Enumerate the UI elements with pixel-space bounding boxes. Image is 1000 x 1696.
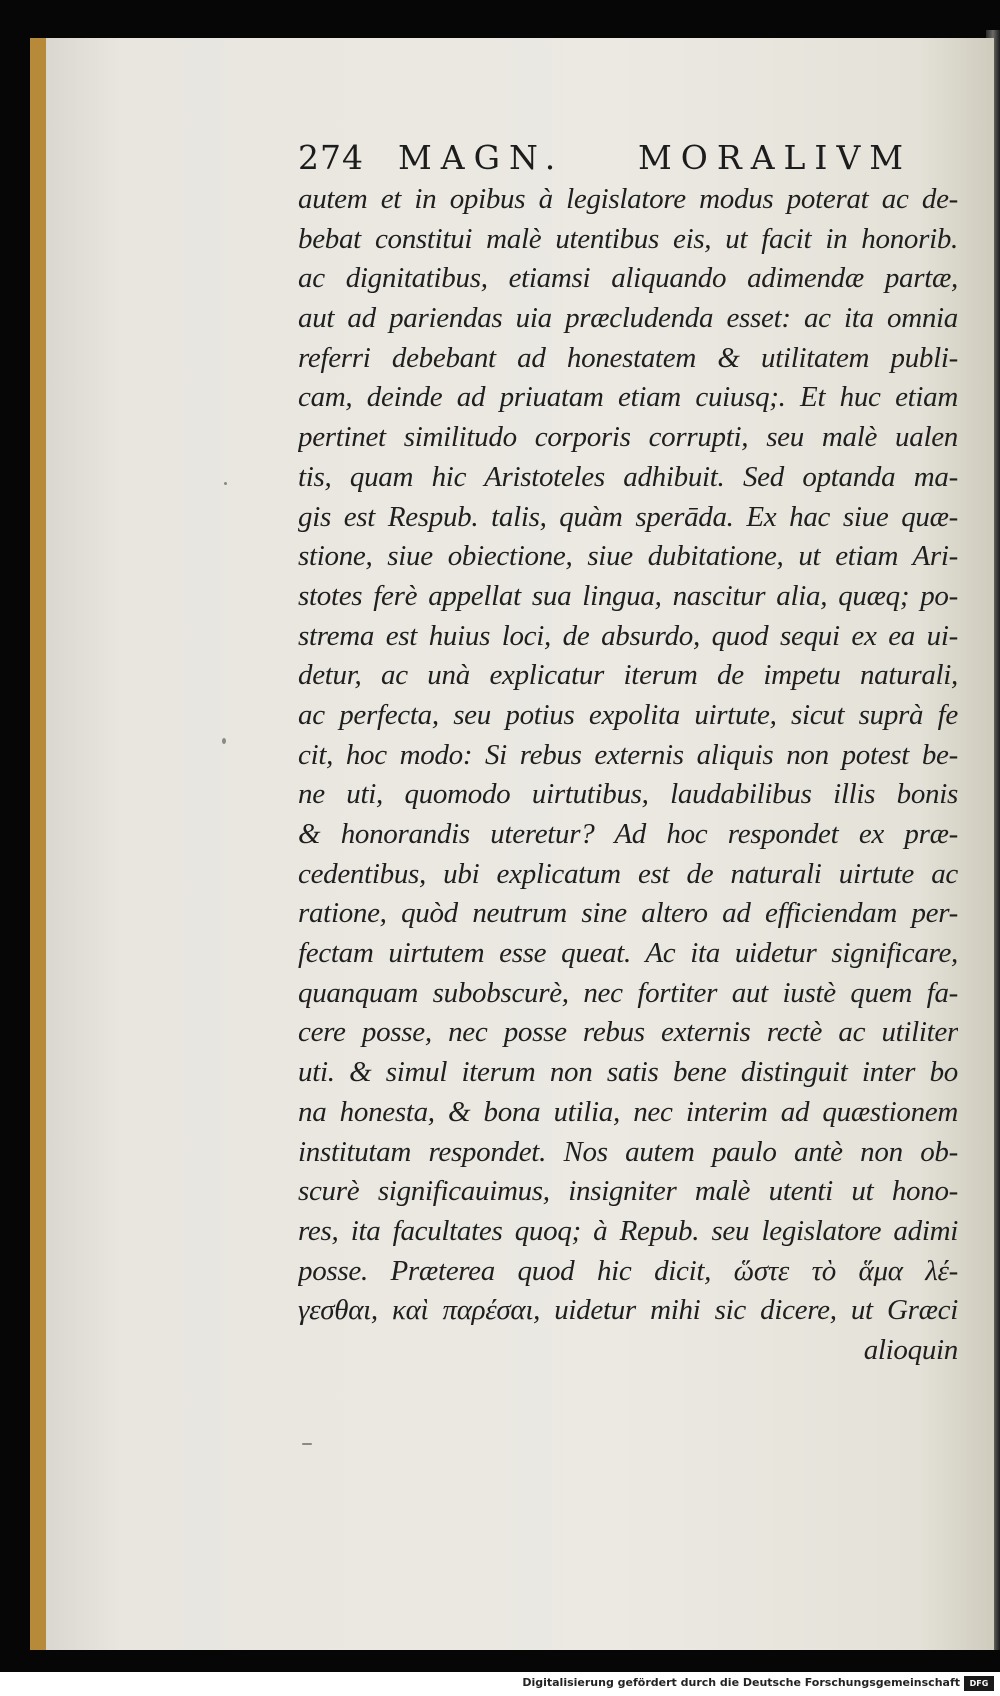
text-line: cere posse, nec posse rebus externis rectè ac utiliter bbox=[298, 1016, 958, 1049]
text-line: aut ad pariendas uia præcludenda esset: ac ita omnia bbox=[298, 302, 958, 335]
text-line: posse. Præterea quod hic dicit, ὥστε τὸ ἅμα λέ- bbox=[298, 1254, 958, 1287]
text-line: institutam respondet. Nos autem paulo antè non ob- bbox=[298, 1135, 958, 1168]
text-line: stione, siue obiectione, siue dubitatione, ut etiam Ari- bbox=[298, 540, 958, 573]
text-line: fectam uirtutem esse queat. Ac ita uidetur significare, bbox=[298, 937, 958, 970]
text-line: bebat constitui malè utentibus eis, ut facit in honorib. bbox=[298, 222, 958, 255]
paper-speck bbox=[222, 738, 226, 744]
footer-bar bbox=[0, 1672, 1000, 1696]
running-head bbox=[298, 138, 958, 184]
paper-speck bbox=[224, 482, 227, 485]
text-line: cedentibus, ubi explicatum est de naturali uirtute ac bbox=[298, 857, 958, 890]
text-line: stotes ferè appellat sua lingua, nascitur alia, quæq; po- bbox=[298, 579, 958, 612]
digitization-credit: Digitalisierung gefördert durch die Deutsche Forschungsgemeinschaft bbox=[522, 1676, 960, 1689]
running-title-right: MORALIVM bbox=[638, 138, 913, 177]
text-line: cit, hoc modo: Si rebus externis aliquis non potest be- bbox=[298, 738, 958, 771]
text-line: ac dignitatibus, etiamsi aliquando adimendæ partæ, bbox=[298, 262, 958, 295]
text-line: res, ita facultates quoq; à Repub. seu legislatore adimi bbox=[298, 1214, 958, 1247]
text-line: scurè significauimus, insigniter malè utenti ut hono- bbox=[298, 1175, 958, 1208]
text-line: na honesta, & bona utilia, nec interim ad quæstionem bbox=[298, 1095, 958, 1128]
text-line: ac perfecta, seu potius expolita uirtute, sicut suprà fe bbox=[298, 698, 958, 731]
page-number: 274 bbox=[298, 138, 364, 177]
text-line: alioquin bbox=[863, 1333, 958, 1366]
text-line: detur, ac unà explicatur iterum de impetu naturali, bbox=[298, 659, 958, 692]
text-line: ne uti, quomodo uirtutibus, laudabilibus illis bonis bbox=[298, 778, 958, 811]
text-line: ratione, quòd neutrum sine altero ad efficiendam per- bbox=[298, 897, 958, 930]
text-line: cam, deinde ad priuatam etiam cuiusq;. Et huc etiam bbox=[298, 381, 958, 414]
running-title-left: MAGN. bbox=[398, 138, 565, 177]
text-line: tis, quam hic Aristoteles adhibuit. Sed optanda ma- bbox=[298, 460, 958, 493]
text-line: referri debebant ad honestatem & utilitatem publi- bbox=[298, 341, 958, 374]
text-line: autem et in opibus à legislatore modus poterat ac de- bbox=[298, 183, 958, 215]
text-line: quanquam subobscurè, nec fortiter aut iustè quem fa- bbox=[298, 976, 958, 1009]
body-text bbox=[298, 180, 958, 1371]
text-line: & honorandis uteretur? Ad hoc respondet ex præ- bbox=[298, 818, 958, 850]
text-line: uti. & simul iterum non satis bene distinguit inter bo bbox=[298, 1056, 958, 1089]
text-line: pertinet similitudo corporis corrupti, seu malè ualen bbox=[298, 421, 958, 454]
paper-speck bbox=[302, 1443, 312, 1445]
text-line: strema est huius loci, de absurdo, quod sequi ex ea ui- bbox=[298, 619, 958, 652]
text-line: γεσθαι, καὶ παρέσαι, uidetur mihi sic dicere, ut Græci bbox=[298, 1294, 958, 1327]
dfg-logo: DFG bbox=[964, 1676, 994, 1691]
text-line: gis est Respub. talis, quàm sperāda. Ex hac siue quæ- bbox=[298, 500, 958, 533]
